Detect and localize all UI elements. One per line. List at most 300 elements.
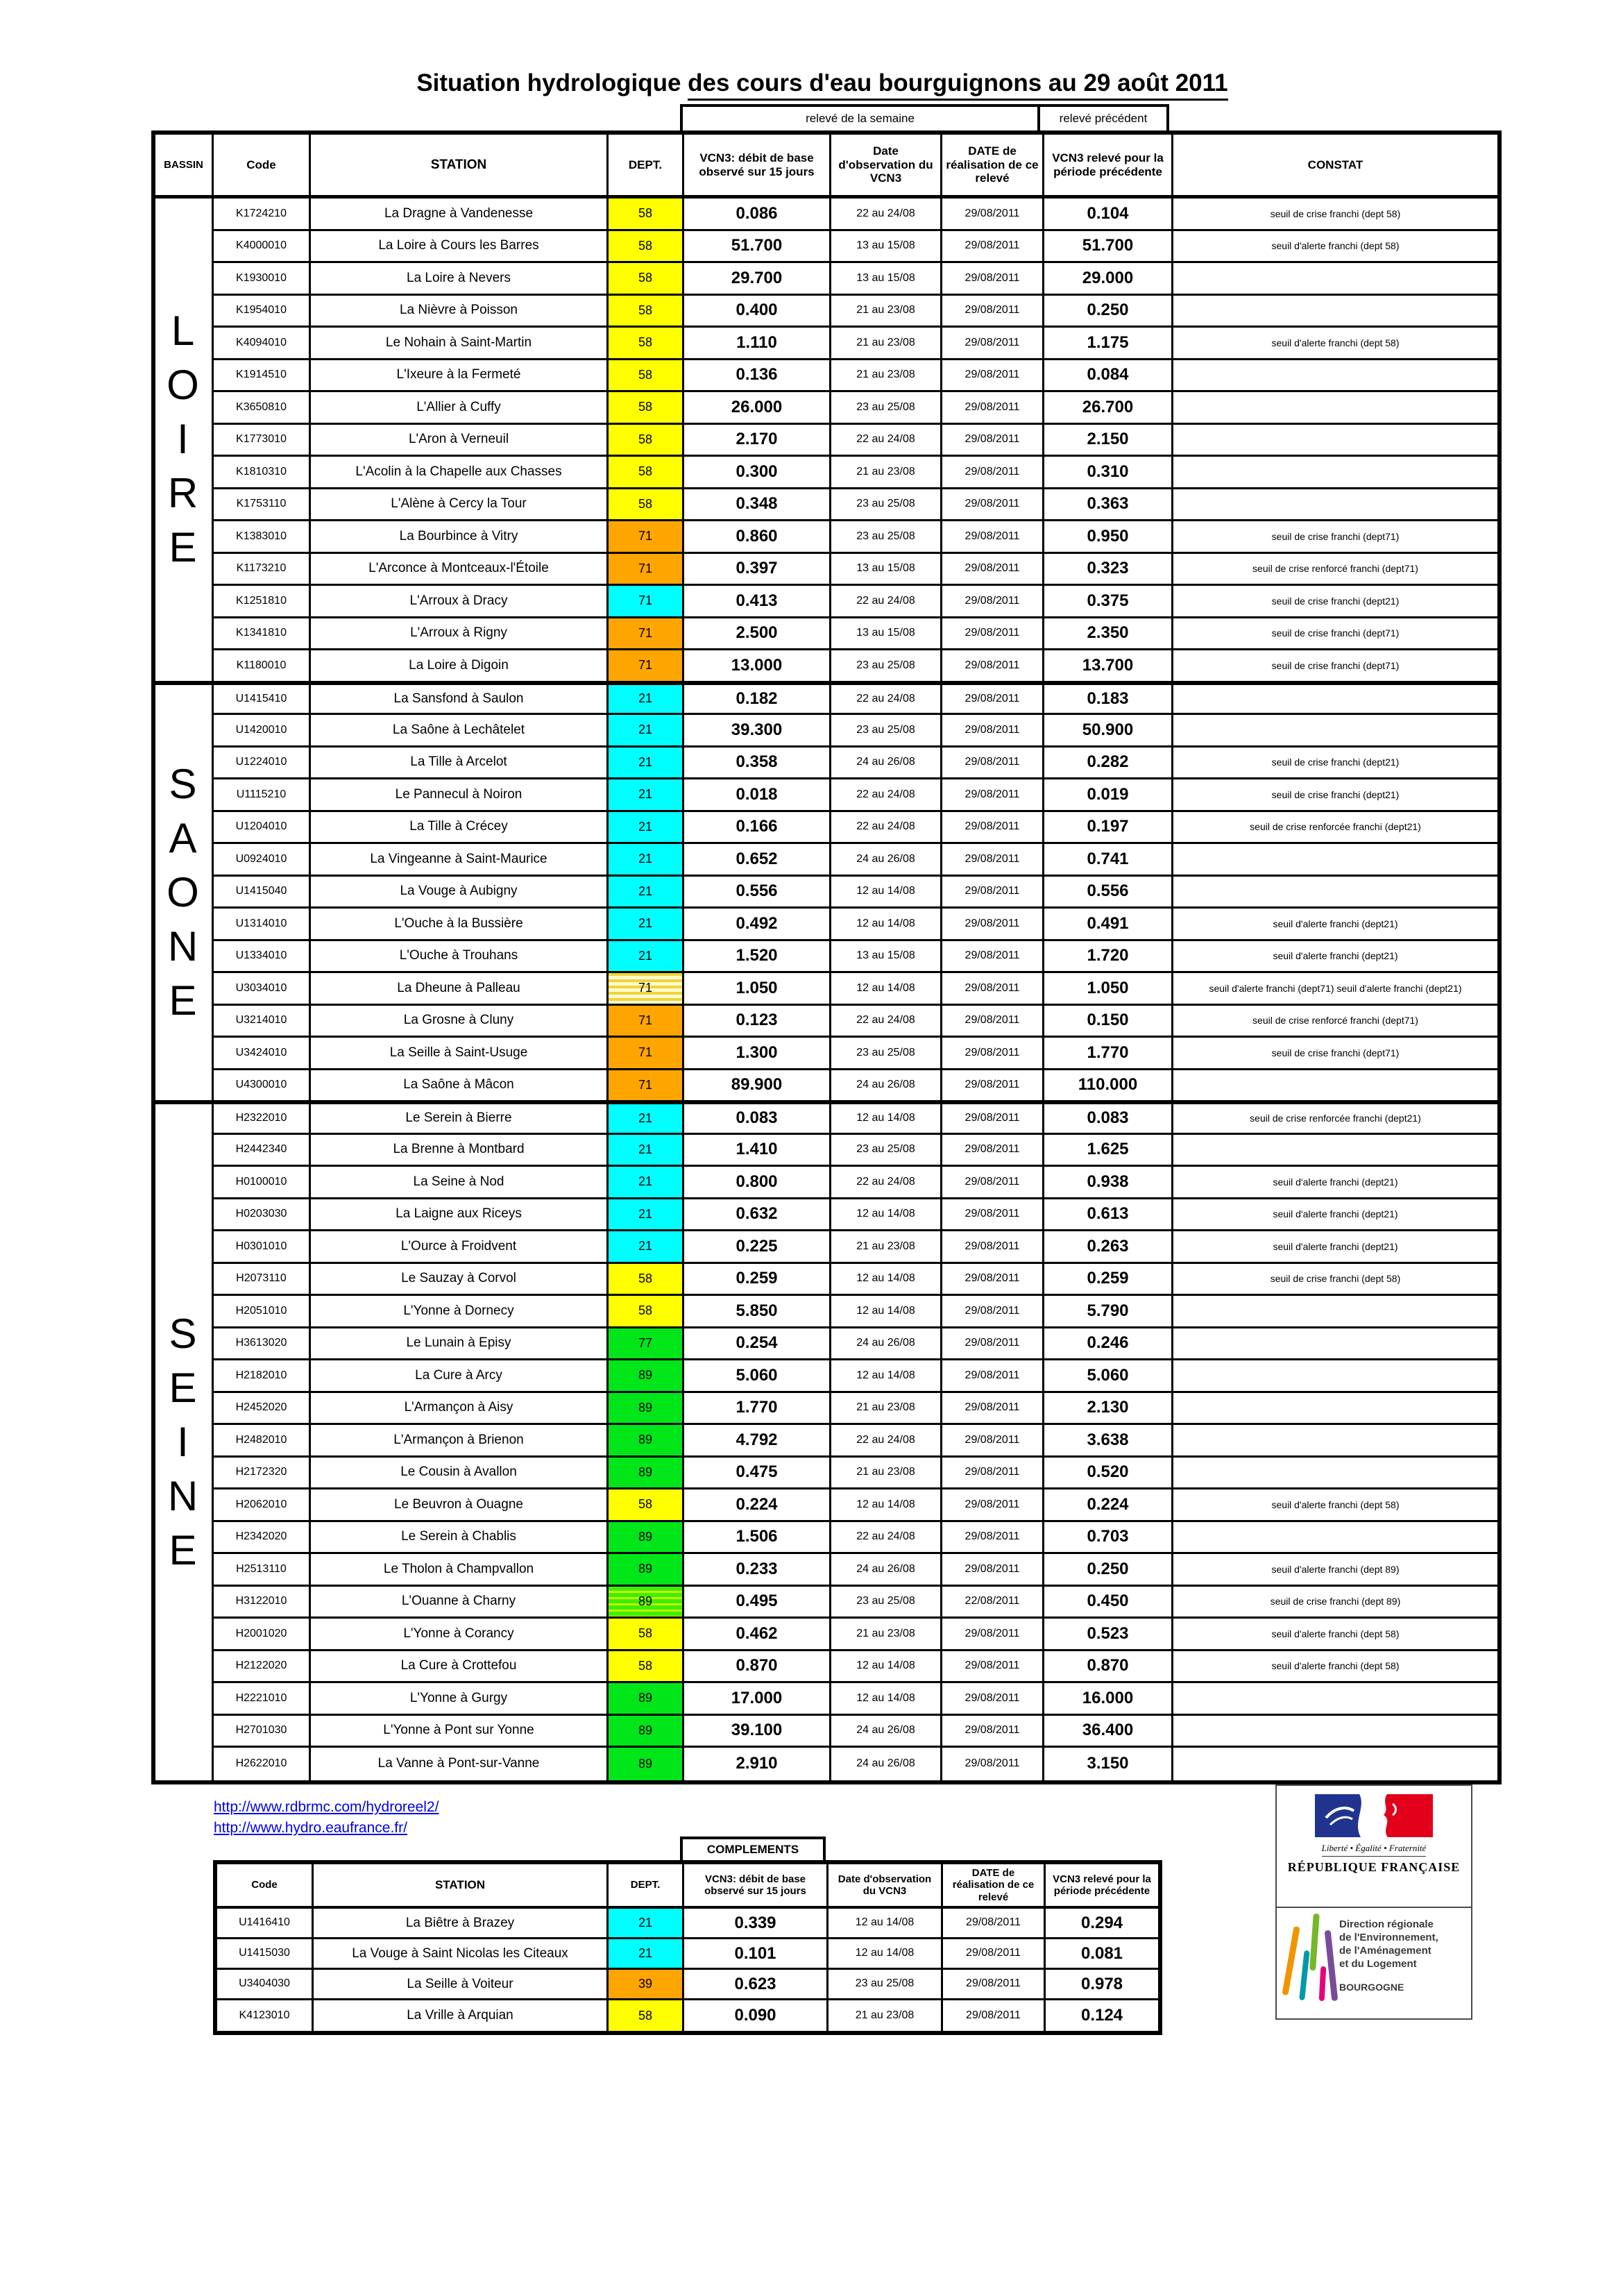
station-cell: L'Armançon à Aisy (311, 1393, 609, 1426)
dept-cell: 58 (609, 1264, 684, 1297)
date-real-cell: 29/08/2011 (942, 1296, 1044, 1328)
dept-cell: 58 (609, 296, 684, 328)
comp-date-real-cell: 29/08/2011 (943, 2000, 1046, 2031)
date-real-cell: 29/08/2011 (942, 1102, 1044, 1135)
date-real-cell: 29/08/2011 (942, 1651, 1044, 1684)
code-cell: K1180010 (214, 650, 311, 683)
date-obs-cell: 23 au 25/08 (831, 489, 942, 522)
dept-cell: 58 (609, 392, 684, 425)
vcn3-prev-cell: 29.000 (1044, 263, 1173, 296)
station-cell: Le Lunain à Episy (311, 1328, 609, 1361)
constat-cell (1173, 1458, 1497, 1490)
dept-cell: 21 (609, 1102, 684, 1135)
dept-cell: 89 (609, 1748, 684, 1780)
vcn3-cell: 0.475 (684, 1458, 831, 1490)
date-obs-cell: 22 au 24/08 (831, 1425, 942, 1458)
vcn3-cell: 0.495 (684, 1587, 831, 1619)
date-real-cell: 29/08/2011 (942, 1748, 1044, 1780)
date-obs-cell: 22 au 24/08 (831, 1006, 942, 1038)
code-cell: H2622010 (214, 1748, 311, 1780)
station-cell: Le Sauzay à Corvol (311, 1264, 609, 1297)
station-cell: L'Arroux à Rigny (311, 618, 609, 651)
dept-cell: 71 (609, 554, 684, 586)
vcn3-prev-cell: 16.000 (1044, 1683, 1173, 1716)
dept-cell: 89 (609, 1393, 684, 1426)
vcn3-prev-cell: 0.250 (1044, 1554, 1173, 1587)
station-cell: L'Ixeure à la Fermeté (311, 360, 609, 393)
dreal-line: de l'Aménagement (1339, 1945, 1431, 1957)
vcn3-prev-cell: 26.700 (1044, 392, 1173, 425)
constat-cell: seuil de crise renforcé franchi (dept71) (1173, 554, 1497, 586)
vcn3-cell: 0.358 (684, 748, 831, 780)
comp-code-cell: K4123010 (217, 2000, 314, 2031)
comp-date-real-cell: 29/08/2011 (943, 1970, 1046, 2000)
code-cell: K1251810 (214, 586, 311, 618)
code-cell: U3214010 (214, 1006, 311, 1038)
date-obs-cell: 12 au 14/08 (831, 909, 942, 941)
vcn3-prev-cell: 1.050 (1044, 973, 1173, 1006)
vcn3-prev-cell: 0.950 (1044, 521, 1173, 554)
vcn3-cell: 1.506 (684, 1522, 831, 1555)
date-real-cell: 29/08/2011 (942, 748, 1044, 780)
code-cell: H2122020 (214, 1651, 311, 1684)
dept-cell: 89 (609, 1458, 684, 1490)
comp-date-obs-cell: 23 au 25/08 (829, 1970, 943, 2000)
vcn3-cell: 4.792 (684, 1425, 831, 1458)
dept-cell: 21 (609, 909, 684, 941)
page-title (151, 69, 1493, 97)
date-obs-cell: 12 au 14/08 (831, 1199, 942, 1232)
vcn3-cell: 0.652 (684, 844, 831, 877)
constat-cell (1173, 263, 1497, 296)
constat-cell (1173, 425, 1497, 457)
date-obs-cell: 13 au 15/08 (831, 263, 942, 296)
code-cell: H2442340 (214, 1135, 311, 1167)
dept-cell: 71 (609, 1038, 684, 1070)
vcn3-prev-cell: 110.000 (1044, 1070, 1173, 1103)
dept-cell: 58 (609, 1651, 684, 1684)
date-obs-cell: 23 au 25/08 (831, 1135, 942, 1167)
date-obs-cell: 23 au 25/08 (831, 715, 942, 748)
date-real-cell: 29/08/2011 (942, 392, 1044, 425)
constat-cell: seuil d'alerte franchi (dept71) seuil d'alerte franchi (dept21) (1173, 973, 1497, 1006)
comp-vcn3-prev-cell: 0.978 (1046, 1970, 1158, 2000)
date-real-cell: 29/08/2011 (942, 683, 1044, 716)
constat-cell: seuil de crise franchi (dept 58) (1173, 199, 1497, 231)
dept-cell: 21 (609, 844, 684, 877)
dept-cell: 58 (609, 328, 684, 360)
constat-cell: seuil d'alerte franchi (dept21) (1173, 941, 1497, 974)
comp-code-cell: U3404030 (217, 1970, 314, 2000)
vcn3-prev-cell: 3.638 (1044, 1425, 1173, 1458)
constat-cell: seuil d'alerte franchi (dept21) (1173, 1167, 1497, 1199)
constat-cell: seuil de crise franchi (dept71) (1173, 1038, 1497, 1070)
dept-cell: 58 (609, 1296, 684, 1328)
station-cell: La Tille à Crécey (311, 812, 609, 845)
dept-cell: 21 (609, 812, 684, 845)
constat-cell: seuil de crise franchi (dept 58) (1173, 1264, 1497, 1297)
station-cell: L'Yonne à Gurgy (311, 1683, 609, 1716)
dreal-line: de l'Environnement, (1339, 1932, 1438, 1943)
date-real-cell: 29/08/2011 (942, 1716, 1044, 1748)
dept-cell: 21 (609, 1135, 684, 1167)
bassin-label-loire: L O I R E (155, 199, 214, 683)
vcn3-prev-cell: 36.400 (1044, 1716, 1173, 1748)
code-cell: H0203030 (214, 1199, 311, 1232)
vcn3-prev-cell: 2.130 (1044, 1393, 1173, 1426)
date-real-cell: 29/08/2011 (942, 1199, 1044, 1232)
complements-table (213, 1860, 1162, 2035)
vcn3-cell: 1.520 (684, 941, 831, 974)
vcn3-cell: 0.182 (684, 683, 831, 716)
station-cell: L'Yonne à Dornecy (311, 1296, 609, 1328)
comp-date-obs-cell: 21 au 23/08 (829, 2000, 943, 2031)
code-cell: H2172320 (214, 1458, 311, 1490)
constat-cell: seuil de crise franchi (dept21) (1173, 779, 1497, 812)
code-cell: K1753110 (214, 489, 311, 522)
dept-cell: 21 (609, 683, 684, 716)
vcn3-cell: 2.910 (684, 1748, 831, 1780)
comp-code-cell: U1415030 (217, 1939, 314, 1970)
header-code: Code (214, 135, 311, 199)
date-real-cell: 29/08/2011 (942, 1489, 1044, 1522)
comp-vcn3-cell: 0.339 (684, 1909, 829, 1939)
date-real-cell: 29/08/2011 (942, 618, 1044, 651)
vcn3-prev-cell: 0.523 (1044, 1619, 1173, 1651)
vcn3-prev-cell: 0.363 (1044, 489, 1173, 522)
date-obs-cell: 22 au 24/08 (831, 199, 942, 231)
date-real-cell: 29/08/2011 (942, 973, 1044, 1006)
vcn3-prev-cell: 0.282 (1044, 748, 1173, 780)
dept-cell: 89 (609, 1716, 684, 1748)
code-cell: U3424010 (214, 1038, 311, 1070)
vcn3-prev-cell: 2.150 (1044, 425, 1173, 457)
dreal-bars-icon (1280, 1912, 1339, 2009)
code-cell: H2482010 (214, 1425, 311, 1458)
station-cell: La Loire à Cours les Barres (311, 231, 609, 264)
constat-cell (1173, 296, 1497, 328)
comp-header-date-obs: Date d'observation du VCN3 (829, 1864, 943, 1909)
comp-header-vcn3: VCN3: débit de base observé sur 15 jours (684, 1864, 829, 1909)
date-obs-cell: 12 au 14/08 (831, 877, 942, 909)
date-real-cell: 29/08/2011 (942, 812, 1044, 845)
header-bassin: BASSIN (155, 135, 214, 199)
date-real-cell: 29/08/2011 (942, 877, 1044, 909)
date-real-cell: 29/08/2011 (942, 1264, 1044, 1297)
code-cell: U1224010 (214, 748, 311, 780)
date-obs-cell: 12 au 14/08 (831, 973, 942, 1006)
vcn3-prev-cell: 3.150 (1044, 1748, 1173, 1780)
date-obs-cell: 13 au 15/08 (831, 231, 942, 264)
page-title-underlined: des cours d'eau bourguignons au 29 août 2011 (688, 69, 1228, 101)
complements-label: COMPLEMENTS (680, 1837, 826, 1860)
vcn3-prev-cell: 0.870 (1044, 1651, 1173, 1684)
dreal-line: Direction régionale (1339, 1918, 1434, 1930)
station-cell: La Seille à Saint-Usuge (311, 1038, 609, 1070)
date-real-cell: 29/08/2011 (942, 1522, 1044, 1555)
vcn3-cell: 0.123 (684, 1006, 831, 1038)
date-obs-cell: 22 au 24/08 (831, 812, 942, 845)
code-cell: H0301010 (214, 1231, 311, 1264)
station-cell: La Brenne à Montbard (311, 1135, 609, 1167)
date-real-cell: 29/08/2011 (942, 1167, 1044, 1199)
code-cell: K4000010 (214, 231, 311, 264)
date-obs-cell: 21 au 23/08 (831, 296, 942, 328)
date-real-cell: 22/08/2011 (942, 1587, 1044, 1619)
station-cell: La Cure à Crottefou (311, 1651, 609, 1684)
date-real-cell: 29/08/2011 (942, 941, 1044, 974)
station-cell: La Cure à Arcy (311, 1360, 609, 1393)
constat-cell (1173, 1328, 1497, 1361)
comp-date-real-cell: 29/08/2011 (943, 1939, 1046, 1970)
dept-cell: 77 (609, 1328, 684, 1361)
date-obs-cell: 22 au 24/08 (831, 425, 942, 457)
station-cell: L'Ource à Froidvent (311, 1231, 609, 1264)
header-date-real: DATE de réalisation de ce relevé (942, 135, 1044, 199)
date-obs-cell: 24 au 26/08 (831, 1328, 942, 1361)
dept-cell: 71 (609, 618, 684, 651)
dept-cell: 89 (609, 1587, 684, 1619)
date-real-cell: 29/08/2011 (942, 328, 1044, 360)
date-obs-cell: 13 au 15/08 (831, 618, 942, 651)
date-obs-cell: 21 au 23/08 (831, 360, 942, 393)
dept-cell: 71 (609, 1070, 684, 1103)
date-real-cell: 29/08/2011 (942, 1135, 1044, 1167)
date-real-cell: 29/08/2011 (942, 1554, 1044, 1587)
date-obs-cell: 24 au 26/08 (831, 1554, 942, 1587)
date-obs-cell: 23 au 25/08 (831, 650, 942, 683)
constat-cell: seuil d'alerte franchi (dept 58) (1173, 1651, 1497, 1684)
constat-cell (1173, 683, 1497, 716)
link-rdbrmc[interactable]: http://www.rdbrmc.com/hydroreel2/ (214, 1799, 439, 1815)
station-cell: La Nièvre à Poisson (311, 296, 609, 328)
code-cell: K1914510 (214, 360, 311, 393)
date-real-cell: 29/08/2011 (942, 1458, 1044, 1490)
date-real-cell: 29/08/2011 (942, 1070, 1044, 1103)
code-cell: U1115210 (214, 779, 311, 812)
station-cell: Le Tholon à Champvallon (311, 1554, 609, 1587)
code-cell: H2001020 (214, 1619, 311, 1651)
station-cell: La Dragne à Vandenesse (311, 199, 609, 231)
date-real-cell: 29/08/2011 (942, 1425, 1044, 1458)
date-real-cell: 29/08/2011 (942, 199, 1044, 231)
station-cell: La Tille à Arcelot (311, 748, 609, 780)
date-obs-cell: 22 au 24/08 (831, 1522, 942, 1555)
code-cell: U0924010 (214, 844, 311, 877)
date-real-cell: 29/08/2011 (942, 1328, 1044, 1361)
vcn3-cell: 2.170 (684, 425, 831, 457)
date-obs-cell: 24 au 26/08 (831, 1748, 942, 1780)
date-real-cell: 29/08/2011 (942, 360, 1044, 393)
main-table (151, 130, 1502, 1784)
date-real-cell: 29/08/2011 (942, 715, 1044, 748)
logos-block (1275, 1784, 1472, 2020)
vcn3-cell: 5.850 (684, 1296, 831, 1328)
vcn3-prev-cell: 1.720 (1044, 941, 1173, 974)
vcn3-cell: 0.225 (684, 1231, 831, 1264)
vcn3-cell: 2.500 (684, 618, 831, 651)
comp-dept-cell: 58 (609, 2000, 684, 2031)
station-cell: La Loire à Nevers (311, 263, 609, 296)
station-cell: La Laigne aux Riceys (311, 1199, 609, 1232)
constat-cell: seuil de crise renforcée franchi (dept21) (1173, 812, 1497, 845)
constat-cell: seuil d'alerte franchi (dept21) (1173, 1231, 1497, 1264)
comp-header-date-real: DATE de réalisation de ce relevé (943, 1864, 1046, 1909)
code-cell: K1724210 (214, 199, 311, 231)
header-dept: DEPT. (609, 135, 684, 199)
vcn3-cell: 17.000 (684, 1683, 831, 1716)
vcn3-prev-cell: 1.175 (1044, 328, 1173, 360)
dept-cell: 58 (609, 199, 684, 231)
comp-dept-cell: 39 (609, 1970, 684, 2000)
code-cell: H2452020 (214, 1393, 311, 1426)
station-cell: La Vanne à Pont-sur-Vanne (311, 1748, 609, 1780)
station-cell: La Vingeanne à Saint-Maurice (311, 844, 609, 877)
comp-vcn3-cell: 0.090 (684, 2000, 829, 2031)
dept-cell: 58 (609, 489, 684, 522)
dept-cell: 71 (609, 586, 684, 618)
bassin-label-saone: S A O N E (155, 683, 214, 1103)
code-cell: K1341810 (214, 618, 311, 651)
band-releve-semaine: relevé de la semaine (680, 104, 1040, 130)
date-real-cell: 29/08/2011 (942, 296, 1044, 328)
vcn3-cell: 0.233 (684, 1554, 831, 1587)
date-real-cell: 29/08/2011 (942, 457, 1044, 489)
dept-cell: 71 (609, 1006, 684, 1038)
code-cell: U3034010 (214, 973, 311, 1006)
header-vcn3: VCN3: débit de base observé sur 15 jours (684, 135, 831, 199)
vcn3-cell: 0.400 (684, 296, 831, 328)
constat-cell: seuil d'alerte franchi (dept21) (1173, 1199, 1497, 1232)
vcn3-cell: 26.000 (684, 392, 831, 425)
station-cell: L'Yonne à Pont sur Yonne (311, 1716, 609, 1748)
station-cell: Le Serein à Chablis (311, 1522, 609, 1555)
bassin-label-seine: S E I N E (155, 1102, 214, 1780)
date-obs-cell: 24 au 26/08 (831, 1716, 942, 1748)
vcn3-cell: 0.556 (684, 877, 831, 909)
link-eaufrance[interactable]: http://www.hydro.eaufrance.fr/ (214, 1820, 407, 1836)
vcn3-prev-cell: 0.450 (1044, 1587, 1173, 1619)
date-obs-cell: 23 au 25/08 (831, 1038, 942, 1070)
code-cell: K1930010 (214, 263, 311, 296)
comp-station-cell: La Seille à Voiteur (314, 1970, 609, 2000)
code-cell: U1204010 (214, 812, 311, 845)
page-title-prefix: Situation hydrologique (416, 69, 688, 96)
vcn3-cell: 0.086 (684, 199, 831, 231)
date-real-cell: 29/08/2011 (942, 1006, 1044, 1038)
code-cell: H2221010 (214, 1683, 311, 1716)
comp-station-cell: La Vouge à Saint Nicolas les Citeaux (314, 1939, 609, 1970)
date-obs-cell: 21 au 23/08 (831, 328, 942, 360)
vcn3-prev-cell: 1.625 (1044, 1135, 1173, 1167)
vcn3-cell: 0.492 (684, 909, 831, 941)
vcn3-prev-cell: 0.613 (1044, 1199, 1173, 1232)
station-cell: La Sansfond à Saulon (311, 683, 609, 716)
constat-cell: seuil d'alerte franchi (dept 58) (1173, 1619, 1497, 1651)
comp-header-vcn3-prev: VCN3 relevé pour la période précédente (1046, 1864, 1158, 1909)
station-cell: L'Armançon à Brienon (311, 1425, 609, 1458)
dreal-logo (1277, 1908, 1471, 2017)
constat-cell (1173, 1522, 1497, 1555)
date-real-cell: 29/08/2011 (942, 1619, 1044, 1651)
header-station: STATION (311, 135, 609, 199)
header-vcn3-prev: VCN3 relevé pour la période précédente (1044, 135, 1173, 199)
vcn3-prev-cell: 0.150 (1044, 1006, 1173, 1038)
date-obs-cell: 12 au 14/08 (831, 1264, 942, 1297)
dept-cell: 58 (609, 360, 684, 393)
constat-cell (1173, 1070, 1497, 1103)
code-cell: K3650810 (214, 392, 311, 425)
date-obs-cell: 13 au 15/08 (831, 554, 942, 586)
vcn3-prev-cell: 0.104 (1044, 199, 1173, 231)
comp-date-obs-cell: 12 au 14/08 (829, 1939, 943, 1970)
code-cell: H2513110 (214, 1554, 311, 1587)
vcn3-prev-cell: 0.250 (1044, 296, 1173, 328)
header-constat: CONSTAT (1173, 135, 1497, 199)
code-cell: H2051010 (214, 1296, 311, 1328)
date-obs-cell: 24 au 26/08 (831, 748, 942, 780)
rf-motto: Liberté • Égalité • Fraternité (1322, 1843, 1427, 1857)
code-cell: U4300010 (214, 1070, 311, 1103)
dept-cell: 71 (609, 521, 684, 554)
date-real-cell: 29/08/2011 (942, 586, 1044, 618)
code-cell: H2182010 (214, 1360, 311, 1393)
dept-cell: 21 (609, 1231, 684, 1264)
code-cell: U1415410 (214, 683, 311, 716)
vcn3-cell: 0.259 (684, 1264, 831, 1297)
vcn3-prev-cell: 50.900 (1044, 715, 1173, 748)
code-cell: H2322010 (214, 1102, 311, 1135)
date-obs-cell: 12 au 14/08 (831, 1296, 942, 1328)
date-real-cell: 29/08/2011 (942, 554, 1044, 586)
station-cell: L'Arconce à Montceaux-l'Étoile (311, 554, 609, 586)
vcn3-prev-cell: 51.700 (1044, 231, 1173, 264)
vcn3-cell: 0.254 (684, 1328, 831, 1361)
date-obs-cell: 21 au 23/08 (831, 1458, 942, 1490)
vcn3-prev-cell: 0.375 (1044, 586, 1173, 618)
comp-header-station: STATION (314, 1864, 609, 1909)
code-cell: H3613020 (214, 1328, 311, 1361)
comp-header-code: Code (217, 1864, 314, 1909)
code-cell: K1810310 (214, 457, 311, 489)
constat-cell: seuil de crise franchi (dept21) (1173, 586, 1497, 618)
date-real-cell: 29/08/2011 (942, 263, 1044, 296)
code-cell: H2701030 (214, 1716, 311, 1748)
station-cell: La Dheune à Palleau (311, 973, 609, 1006)
vcn3-cell: 0.632 (684, 1199, 831, 1232)
code-cell: H3122010 (214, 1587, 311, 1619)
constat-cell (1173, 457, 1497, 489)
comp-station-cell: La Vrille à Arquian (314, 2000, 609, 2031)
comp-vcn3-prev-cell: 0.124 (1046, 2000, 1158, 2031)
date-obs-cell: 21 au 23/08 (831, 457, 942, 489)
constat-cell (1173, 715, 1497, 748)
station-cell: Le Pannecul à Noiron (311, 779, 609, 812)
station-cell: Le Beuvron à Ouagne (311, 1489, 609, 1522)
date-real-cell: 29/08/2011 (942, 779, 1044, 812)
vcn3-prev-cell: 0.323 (1044, 554, 1173, 586)
station-cell: La Bourbince à Vitry (311, 521, 609, 554)
dept-cell: 21 (609, 1199, 684, 1232)
vcn3-cell: 0.348 (684, 489, 831, 522)
date-real-cell: 29/08/2011 (942, 231, 1044, 264)
constat-cell (1173, 1748, 1497, 1780)
station-cell: Le Nohain à Saint-Martin (311, 328, 609, 360)
french-flag-marianne-icon (1315, 1794, 1433, 1837)
constat-cell: seuil de crise franchi (dept71) (1173, 521, 1497, 554)
constat-cell: seuil d'alerte franchi (dept 58) (1173, 231, 1497, 264)
vcn3-cell: 0.800 (684, 1167, 831, 1199)
